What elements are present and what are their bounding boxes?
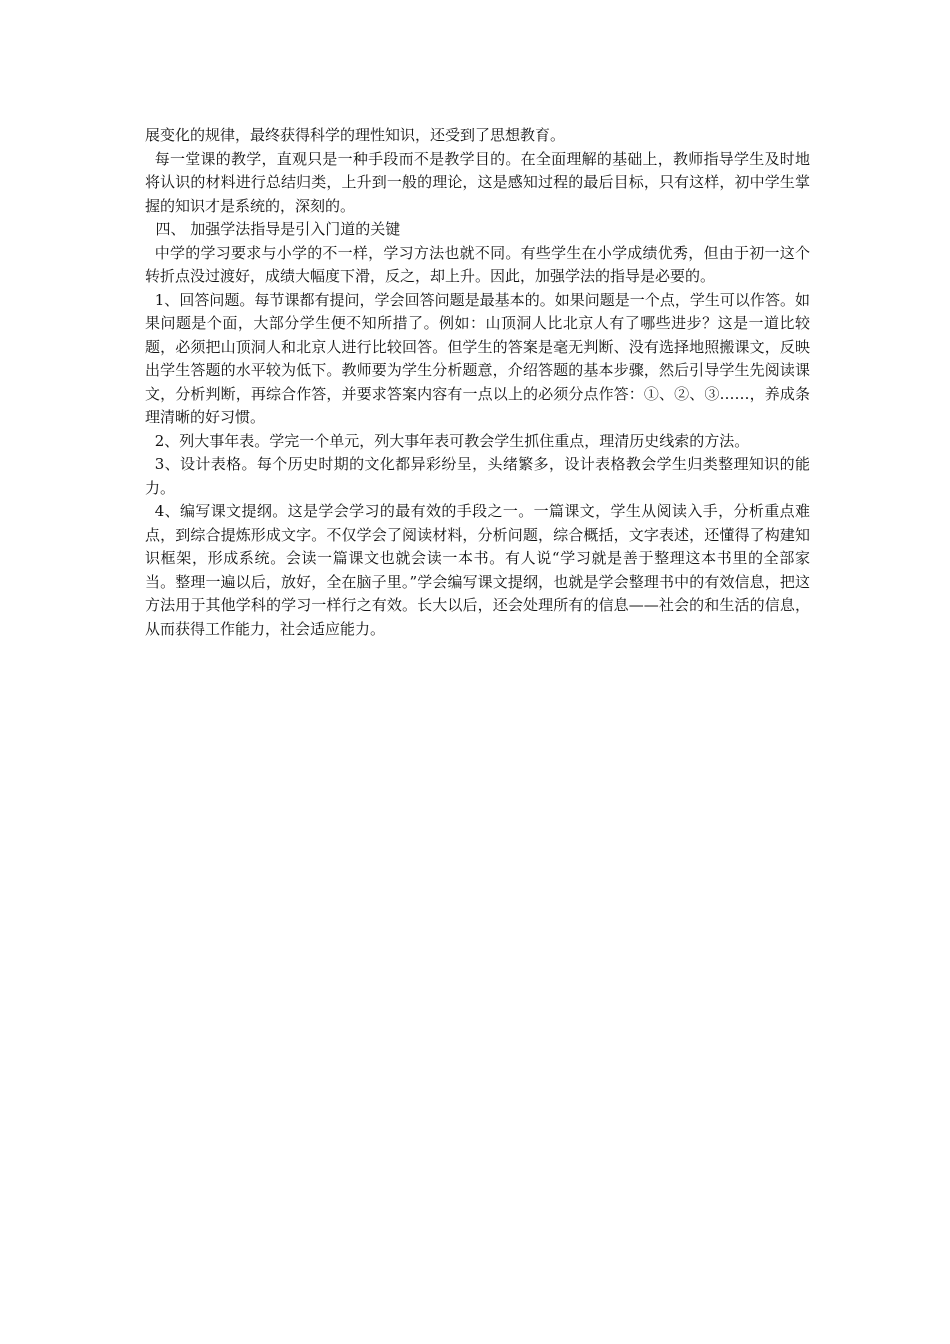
paragraph-continuation: 展变化的规律，最终获得科学的理性知识，还受到了思想教育。 <box>145 126 566 144</box>
section-heading-four: 四、 加强学法指导是引入门道的关键 <box>155 220 401 238</box>
list-item-design-tables: 3、设计表格。每个历史时期的文化都异彩纷呈，头绪繁多，设计表格教会学生归类整理知识的能力。 <box>145 455 810 497</box>
document-body <box>145 124 810 641</box>
list-item-chronology: 2、列大事年表。学完一个单元，列大事年表可教会学生抓住重点，理清历史线索的方法。 <box>154 431 750 450</box>
list-item-answer-questions: 1、回答问题。每节课都有提问，学会回答问题是最基本的。如果问题是一个点，学生可以作答。如果问题是个面，大部分学生便不知所措了。例如：山顶洞人比北京人有了哪些进步？这是一道比较题，必须把山顶洞人和北京人进行比较回答。但学生的答案是毫无判断、没有选择地照搬课文，反映出学生答题的水平较为低下。教师要为学生分析题意，介绍答题的基本步骤，然后引导学生先阅读课文，分析判断，再综合作答，并要求答案内容有一点以上的必须分点作答：①、②、③……，养成条理清晰的好习惯。 <box>145 290 810 426</box>
paragraph-intuition: 每一堂课的教学，直观只是一种手段而不是教学目的。在全面理解的基础上，教师指导学生及时地将认识的材料进行总结归类，上升到一般的理论，这是感知过程的最后目标，只有这样，初中学生掌握的知识才是系统的，深刻的。 <box>145 149 810 215</box>
paragraph-study-methods: 中学的学习要求与小学的不一样，学习方法也就不同。有些学生在小学成绩优秀，但由于初一这个转折点没过渡好，成绩大幅度下滑，反之，却上升。因此，加强学法的指导是必要的。 <box>145 243 810 285</box>
list-item-outline: 4、编写课文提纲。这是学会学习的最有效的手段之一。一篇课文，学生从阅读入手，分析重点难点，到综合提炼形成文字。不仅学会了阅读材料，分析问题，综合概括，文字表述，还懂得了构建知识框架，形成系统。会读一篇课文也就会读一本书。有人说“学习就是善于整理这本书里的全部家当。整理一遍以后，放好，全在脑子里。”学会编写课文提纲，也就是学会整理书中的有效信息，把这方法用于其他学科的学习一样行之有效。长大以后，还会处理所有的信息——社会的和生活的信息，从而获得工作能力，社会适应能力。 <box>145 502 810 638</box>
